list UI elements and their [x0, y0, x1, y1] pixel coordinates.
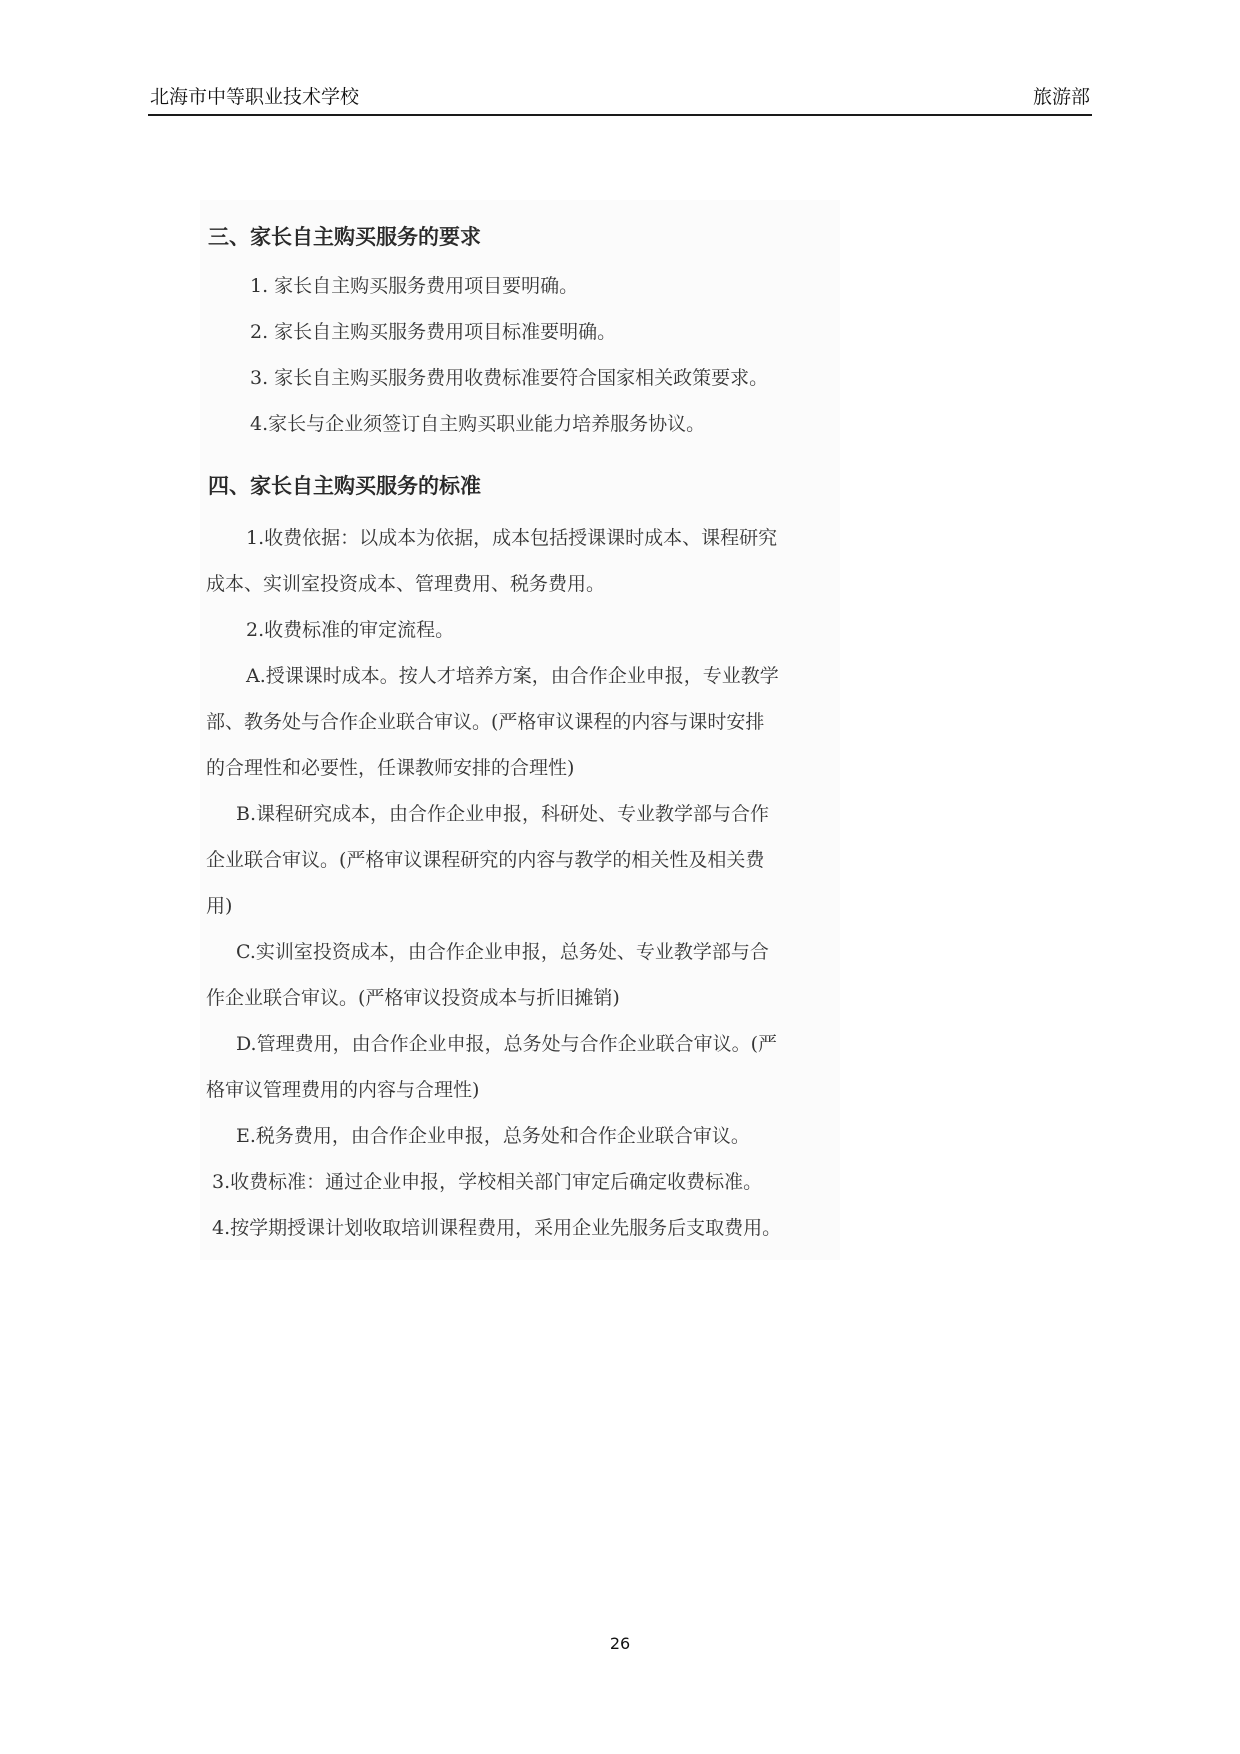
section-4-line-1: 1.收费依据：以成本为依据，成本包括授课课时成本、课程研究	[246, 527, 778, 549]
header-department: 旅游部	[1032, 86, 1090, 108]
page-number: 26	[609, 1634, 631, 1653]
section-4-line-3: 2.收费标准的审定流程。	[246, 619, 455, 641]
section-4-line-16: 4.按学期授课计划收取培训课程费用，采用企业先服务后支取费用。	[212, 1217, 782, 1239]
section-4-line-2: 成本、实训室投资成本、管理费用、税务费用。	[206, 573, 606, 595]
section-3-heading: 三、家长自主购买服务的要求	[208, 225, 481, 249]
section-4-line-6: 的合理性和必要性，任课教师安排的合理性)	[206, 757, 575, 779]
header-school-name: 北海市中等职业技术学校	[150, 86, 360, 108]
section-4-line-15: 3.收费标准：通过企业申报，学校相关部门审定后确定收费标准。	[212, 1171, 763, 1193]
section-4-line-12: D.管理费用，由合作企业申报，总务处与合作企业联合审议。(严	[236, 1033, 778, 1055]
section-3-item-1: 1. 家长自主购买服务费用项目要明确。	[250, 275, 579, 297]
section-4-heading: 四、家长自主购买服务的标准	[208, 474, 481, 498]
section-4-line-4: A.授课课时成本。按人才培养方案，由合作企业申报，专业教学	[246, 665, 779, 687]
section-4-line-14: E.税务费用，由合作企业申报，总务处和合作企业联合审议。	[236, 1125, 750, 1147]
section-3-item-4: 4.家长与企业须签订自主购买职业能力培养服务协议。	[250, 413, 706, 435]
page-header	[148, 86, 1092, 116]
section-3-item-3: 3. 家长自主购买服务费用收费标准要符合国家相关政策要求。	[250, 367, 769, 389]
section-4-line-8: 企业联合审议。(严格审议课程研究的内容与教学的相关性及相关费	[206, 849, 765, 871]
section-4-line-9: 用)	[206, 895, 233, 917]
section-4-line-13: 格审议管理费用的内容与合理性)	[206, 1079, 480, 1101]
section-3-item-2: 2. 家长自主购买服务费用项目标准要明确。	[250, 321, 617, 343]
section-4-line-11: 作企业联合审议。(严格审议投资成本与折旧摊销)	[206, 987, 620, 1009]
section-4-line-10: C.实训室投资成本，由合作企业申报，总务处、专业教学部与合	[236, 941, 769, 963]
section-4-line-5: 部、教务处与合作企业联合审议。(严格审议课程的内容与课时安排	[206, 711, 765, 733]
section-4-line-7: B.课程研究成本，由合作企业申报，科研处、专业教学部与合作	[236, 803, 770, 825]
